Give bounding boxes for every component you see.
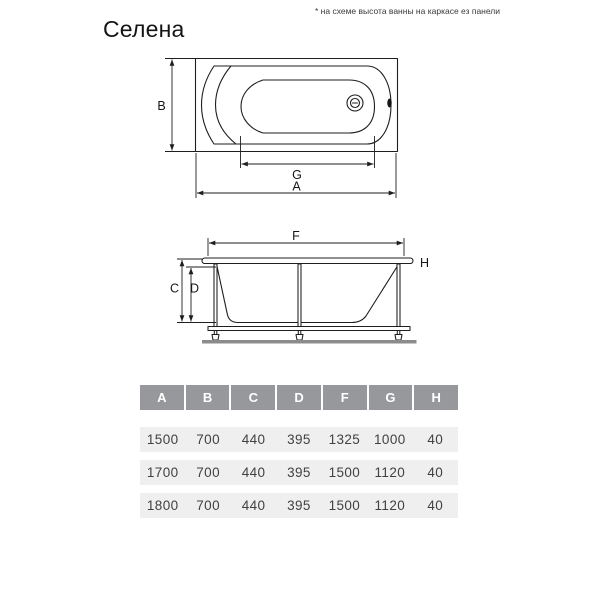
table-cell: 395	[287, 432, 311, 447]
table-header-cell-g: G	[369, 385, 413, 410]
table-cell: 700	[196, 465, 220, 480]
table-cell: 440	[241, 498, 266, 513]
table-header-cell-c: C	[231, 385, 275, 410]
dim-label-f: F	[292, 229, 300, 243]
table-cell: 40	[427, 465, 444, 480]
frame-leg-left	[214, 264, 217, 331]
table-cell: 1325	[328, 432, 361, 447]
drain-icon	[347, 95, 363, 111]
table-row	[140, 427, 458, 452]
table-header-row	[140, 385, 458, 410]
table-header-cell-b: B	[186, 385, 230, 410]
tub-rim-side	[202, 258, 413, 264]
bathtub-top-view	[157, 59, 397, 199]
dim-label-d: D	[189, 281, 200, 296]
table-cell: 700	[196, 498, 220, 513]
table-cell: 1120	[374, 498, 406, 513]
bathtub-diagrams	[140, 40, 460, 360]
table-row	[140, 460, 458, 485]
table-cell: 40	[427, 498, 444, 513]
table-cell: 1500	[328, 498, 361, 513]
table-cell: 1500	[146, 432, 179, 447]
table-cell: 1700	[146, 465, 179, 480]
frame-leg-middle	[298, 264, 301, 331]
table-cell: 1800	[146, 498, 179, 513]
table-cell: 700	[196, 432, 220, 447]
table-cell: 1120	[374, 465, 406, 480]
headrest-curve	[216, 66, 237, 144]
dim-label-b: B	[157, 99, 166, 113]
frame-foot-middle	[296, 331, 303, 341]
bathtub-side-view	[170, 229, 429, 342]
page-title: Селена	[103, 16, 185, 42]
basin-edge	[241, 80, 375, 133]
table-row	[140, 493, 458, 518]
table-header-cell-f: F	[323, 385, 367, 410]
table-cell: 440	[241, 465, 266, 480]
table-cell: 440	[241, 432, 266, 447]
dim-width-b	[157, 59, 195, 152]
table-cell: 40	[427, 432, 444, 447]
frame-leg-right	[397, 264, 400, 331]
table-header-cell-d: D	[277, 385, 321, 410]
dimensions-table	[140, 385, 458, 526]
table-cell: 395	[287, 465, 311, 480]
dim-basin-length-g	[241, 136, 375, 182]
table-cell: 1000	[374, 432, 406, 447]
dim-label-c: C	[169, 281, 180, 296]
table-cell: 395	[287, 498, 311, 513]
dim-depth-d	[186, 267, 216, 322]
frame-foot-left	[212, 331, 219, 341]
frame-bottom-rail	[208, 327, 410, 331]
table-header-cell-h: H	[414, 385, 458, 410]
dim-frame-length-f	[208, 229, 404, 256]
dim-label-h: H	[419, 256, 430, 270]
dim-label-g: G	[292, 168, 302, 182]
table-cell: 1500	[328, 465, 361, 480]
footnote: * на схеме высота ванны на каркасе ез панели	[315, 6, 501, 16]
dim-label-a: A	[292, 179, 301, 194]
frame-foot-right	[395, 331, 402, 341]
overflow-icon	[387, 99, 391, 108]
table-header-cell-a: A	[140, 385, 184, 410]
tub-profile	[217, 264, 398, 323]
